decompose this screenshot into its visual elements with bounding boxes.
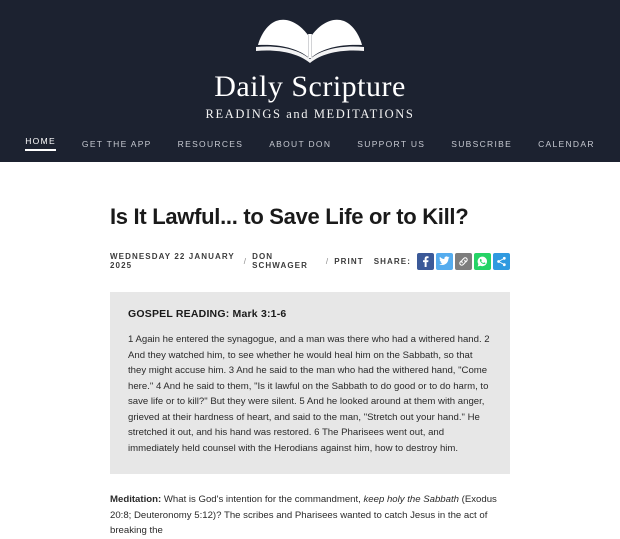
page-title: Is It Lawful... to Save Life or to Kill? — [110, 204, 469, 229]
gospel-reading-box — [110, 292, 510, 474]
print-link[interactable]: PRINT — [334, 256, 364, 266]
site-title: Daily Scripture — [214, 70, 406, 103]
meditation-text-2: (Exodus 20:8; Deuteronomy 5:12)? The scribes and Pharisees wanted to catch Jesus in the act of breaking the — [110, 494, 497, 537]
article-meta — [110, 252, 510, 270]
nav-item-get-the-app[interactable]: GET THE APP — [81, 138, 152, 149]
site-header — [0, 0, 620, 162]
gospel-reading-heading: GOSPEL READING: Mark 3:1-6 — [128, 308, 287, 320]
meditation-paragraph — [110, 492, 510, 539]
meta-separator-1: / — [243, 256, 248, 266]
share-buttons — [417, 253, 510, 270]
open-book-icon — [246, 11, 374, 67]
post-author: DON SCHWAGER — [252, 252, 308, 270]
meta-separator-2: / — [325, 256, 330, 266]
nav-item-about-don[interactable]: ABOUT DON — [269, 138, 332, 149]
more-share-icon[interactable] — [493, 253, 510, 270]
article-content — [0, 204, 620, 539]
nav-item-resources[interactable]: RESOURCES — [177, 138, 244, 149]
nav-item-support-us[interactable]: SUPPORT US — [357, 138, 426, 149]
post-date: WEDNESDAY 22 JANUARY 2025 — [110, 252, 235, 270]
meditation-text-1: What is God's intention for the commandment, — [161, 494, 364, 506]
site-subtitle: READINGS and MEDITATIONS — [205, 107, 415, 121]
nav-item-subscribe[interactable]: SUBSCRIBE — [451, 138, 513, 149]
meditation-label: Meditation: — [110, 494, 162, 506]
facebook-share-icon[interactable] — [417, 253, 434, 270]
share-label: SHARE: — [373, 256, 411, 266]
gospel-reading-text: 1 Again he entered the synagogue, and a man was there who had a withered hand. 2 And they watched him, to see whether he would heal him on the Sabbath, so that they might accuse him. 3 And he said to the man who had the withered hand, "Come here." 4 And he said to them, "Is it lawful on the Sabbath to do good or to do harm, to save life or to kill?" But they were silent. 5 And he looked around at them with anger, grieved at their hardness of heart, and said to the man, "Stretch out your hand." He stretched it out, and his hand was restored. 6 The Pharisees went out, and immediately held counsel with the Herodians against him, how to destroy him. — [128, 334, 490, 454]
nav-item-calendar[interactable]: CALENDAR — [538, 138, 595, 149]
main-nav — [0, 136, 620, 162]
nav-item-home[interactable]: HOME — [25, 136, 56, 151]
twitter-share-icon[interactable] — [436, 253, 453, 270]
logo[interactable] — [0, 10, 620, 68]
whatsapp-share-icon[interactable] — [474, 253, 491, 270]
copy-link-icon[interactable] — [455, 253, 472, 270]
meditation-italic-phrase: keep holy the Sabbath — [363, 494, 459, 506]
